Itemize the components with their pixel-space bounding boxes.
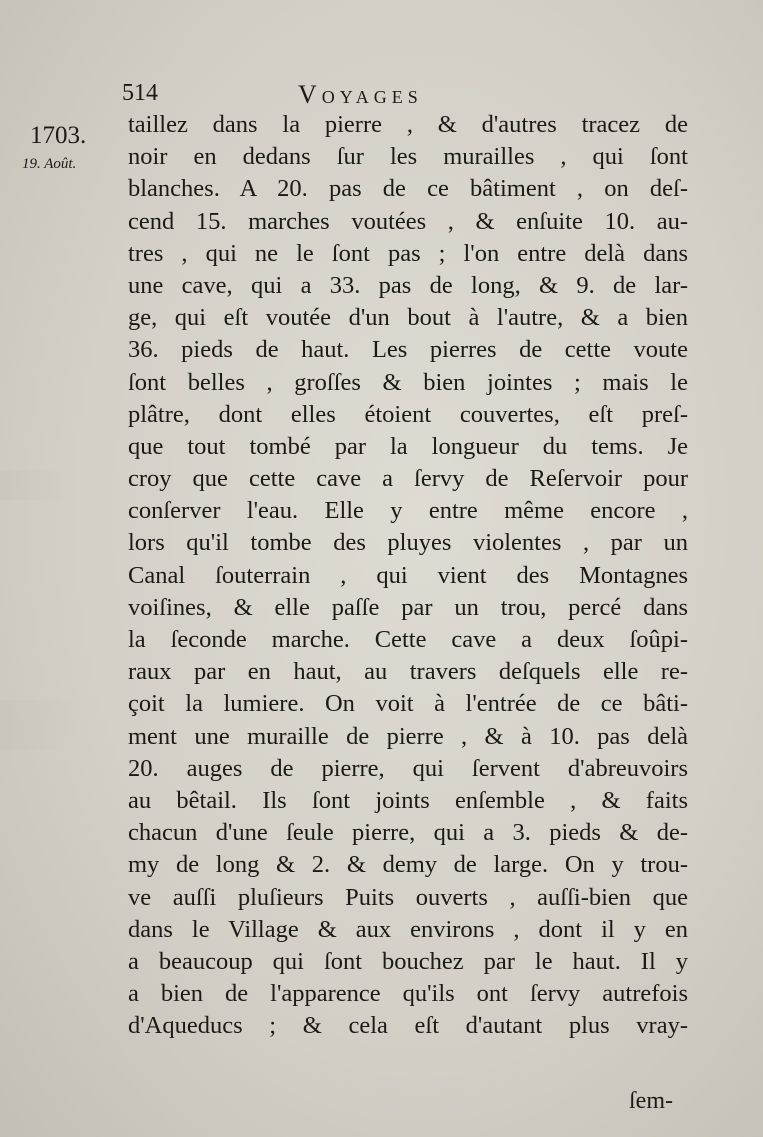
text-line: voiſines, & elle paſſe par un trou, percé dans xyxy=(128,593,688,621)
text-line: 36. pieds de haut. Les pierres de cette voute xyxy=(128,336,688,364)
bleed-through-shadow xyxy=(0,470,70,500)
margin-year: 1703. xyxy=(30,122,87,149)
text-line: la ſeconde marche. Cette cave a deux ſoûpi- xyxy=(128,626,688,653)
running-title: Voyages xyxy=(298,80,423,109)
text-line: a bien de l'apparence qu'ils ont ſervy autrefois xyxy=(128,980,688,1008)
text-line: ge, qui eſt voutée d'un bout à l'autre, & a bien xyxy=(128,304,688,332)
text-line: noir en dedans ſur les murailles , qui ſont xyxy=(128,143,688,171)
text-line: ve auſſi pluſieurs Puits ouverts , auſſi-bien que xyxy=(128,883,688,911)
text-line: 20. auges de pierre, qui ſervent d'abreuvoirs xyxy=(128,754,688,782)
text-line: Canal ſouterrain , qui vient des Montagnes xyxy=(128,561,688,589)
text-line: ment une muraille de pierre , & à 10. pas delà xyxy=(128,722,688,750)
text-line: taillez dans la pierre , & d'autres tracez de xyxy=(128,111,688,138)
bleed-through-shadow xyxy=(0,700,80,750)
text-line: une cave, qui a 33. pas de long, & 9. de lar- xyxy=(128,271,688,299)
page-number: 514 xyxy=(122,80,158,106)
text-line: my de long & 2. & demy de large. On y trou- xyxy=(128,851,688,879)
catchword: ſem- xyxy=(629,1088,673,1114)
text-line: chacun d'une ſeule pierre, qui a 3. pieds & de- xyxy=(128,819,688,847)
text-line: croy que cette cave a ſervy de Reſervoir pour xyxy=(128,465,688,493)
text-line: a beaucoup qui ſont bouchez par le haut. Il y xyxy=(128,947,688,975)
text-line: raux par en haut, au travers deſquels elle re- xyxy=(128,658,688,686)
text-line: conſerver l'eau. Elle y entre même encore , xyxy=(128,497,688,525)
text-line: que tout tombé par la longueur du tems. Je xyxy=(128,432,688,460)
text-line: d'Aqueducs ; & cela eſt d'autant plus vray- xyxy=(128,1012,688,1040)
margin-date: 19. Août. xyxy=(22,156,77,172)
text-line: plâtre, dont elles étoient couvertes, eſt preſ- xyxy=(128,400,688,428)
text-line: cend 15. marches voutées , & enſuite 10. au- xyxy=(128,207,688,235)
text-line: au bêtail. Ils ſont joints enſemble , & faits xyxy=(128,786,688,814)
text-line: lors qu'il tombe des pluyes violentes , par un xyxy=(128,529,688,557)
body-text xyxy=(128,109,688,1042)
text-line: çoit la lumiere. On voit à l'entrée de ce bâti- xyxy=(128,690,688,718)
text-line: ſont belles , groſſes & bien jointes ; mais le xyxy=(128,368,688,396)
text-line: dans le Village & aux environs , dont il y en xyxy=(128,915,688,943)
text-line: blanches. A 20. pas de ce bâtiment , on deſ- xyxy=(128,175,688,203)
text-line: tres , qui ne le ſont pas ; l'on entre delà dans xyxy=(128,239,688,267)
